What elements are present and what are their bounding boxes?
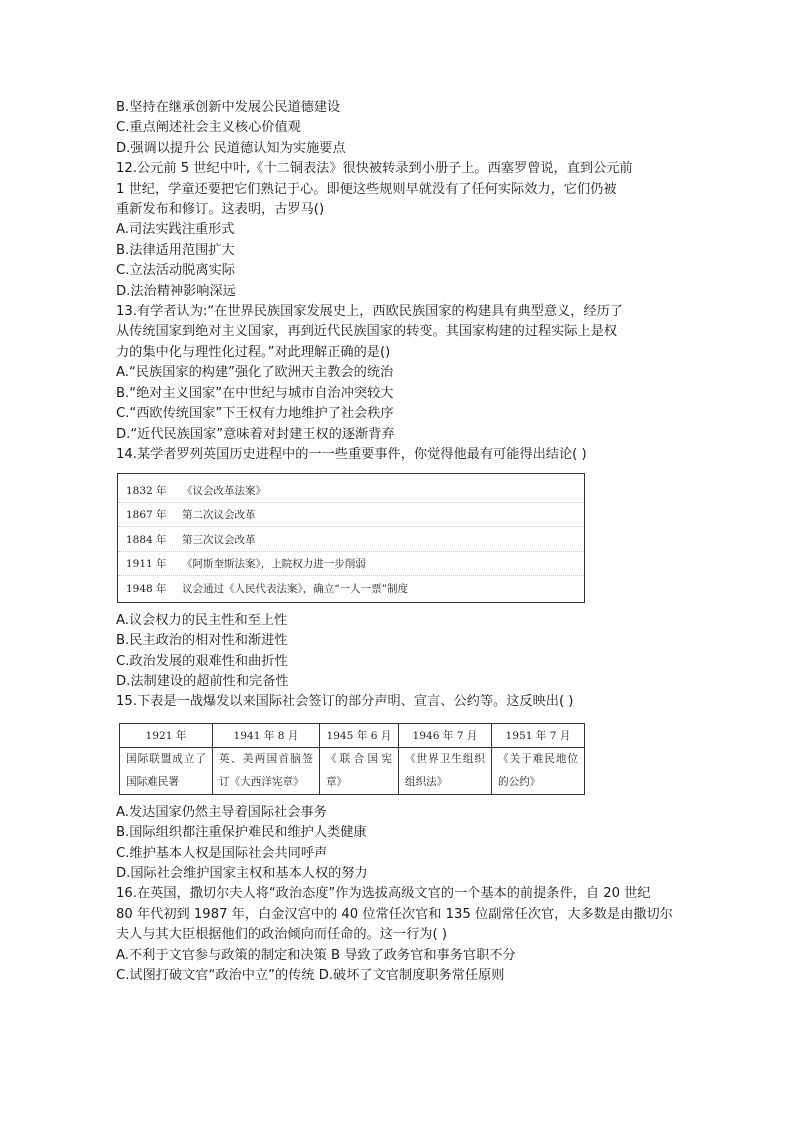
option-d: D.法治精神影响深远 <box>116 283 236 299</box>
question-stem-line: 80 年代初到 1987 年，白金汉宫中的 40 位常任次官和 135 位副常任次官，大多数是由撒切尔 <box>116 906 673 922</box>
option-c: C.政治发展的艰难性和曲折性 <box>116 653 288 669</box>
option-b: B.国际组织都注重保护难民和维护人类健康 <box>116 825 367 841</box>
question-12 <box>116 159 676 302</box>
question-13 <box>116 302 676 445</box>
event-year: 1832 年 <box>126 484 167 497</box>
table-header-row <box>120 723 585 747</box>
question-stem-line: 重新发布和修订。这表明，古罗马() <box>116 202 325 218</box>
event-description: 《议会改革法案》 <box>182 484 266 497</box>
exam-content <box>116 98 676 987</box>
question-stem-line: 1 世纪，学童还要把它们熟记于心。即便这些规则早就没有了任何实际效力，它们仍被 <box>116 181 617 197</box>
option-d: D.法制建设的超前性和完备性 <box>116 674 289 690</box>
option-b: B.民主政治的相对性和渐进性 <box>116 633 288 649</box>
option-a: A.司法实践注重形式 <box>116 222 235 238</box>
event-description: 《阿斯奎斯法案》，上院权力进一步削弱 <box>182 558 366 571</box>
event-year: 1948 年 <box>126 582 167 595</box>
table-row <box>118 552 584 577</box>
question-14 <box>116 445 676 693</box>
option-b: B.法律适用范围扩大 <box>116 242 235 258</box>
table-row <box>118 478 584 503</box>
international-documents-table <box>119 723 585 795</box>
option-d: D.强调以提升公 民道德认知为实施要点 <box>116 140 346 156</box>
question-stem-line: 力的集中化与理性化过程。”对此理解正确的是() <box>116 344 391 360</box>
option-a: A.发达国家仍然主导着国际社会事务 <box>116 804 327 820</box>
question-stem-line: 16.在英国，撒切尔夫人将“政治态度”作为选拔高级文官的一个基本的前提条件，自 20 世纪 <box>116 886 651 902</box>
event-description: 第二次议会改革 <box>182 509 256 522</box>
option-b: B.“绝对主义国家”在中世纪与城市自治冲突较大 <box>116 385 394 401</box>
table-row <box>118 527 584 552</box>
option-d: D.“近代民族国家”意味着对封建王权的逐渐背弃 <box>116 426 395 442</box>
event-description: 议会通过《人民代表法案》，确立“一人一票”制度 <box>182 582 408 595</box>
option-c: C.重点阐述社会主义核心价值观 <box>116 120 301 136</box>
option-c: C.“西欧传统国家”下王权有力地维护了社会秩序 <box>116 406 394 422</box>
event-year: 1867 年 <box>126 509 167 522</box>
table-cell: 英、美两国首脑签订《大西洋宪章》 <box>213 747 320 794</box>
event-year: 1911 年 <box>126 558 167 571</box>
option-a: A.议会权力的民主性和至上性 <box>116 612 288 628</box>
option-c: C.维护基本人权是国际社会共同呼声 <box>116 845 328 861</box>
option-a: A.“民族国家的构建”强化了欧洲天主教会的统治 <box>116 365 394 381</box>
q11-options <box>116 98 676 159</box>
question-stem-line: 15.下表是一战爆发以来国际社会签订的部分声明、宣言、公约等。这反映出( ) <box>116 694 574 710</box>
question-15 <box>116 692 676 884</box>
table-header-cell: 1951 年 7 月 <box>491 723 584 747</box>
option-d: D.国际社会维护国家主权和基本人权的努力 <box>116 866 368 882</box>
table-cell: 《世界卫生组织组织法》 <box>398 747 491 794</box>
table-header-cell: 1946 年 7 月 <box>398 723 491 747</box>
question-stem-line: 从传统国家到绝对主义国家，再到近代民族国家的转变。其国家构建的过程实际上是权 <box>116 324 618 340</box>
table-cell: 国际联盟成立了国际难民署 <box>120 747 213 794</box>
question-16 <box>116 884 676 986</box>
question-stem-line: 14.某学者罗列英国历史进程中的一一些重要事件，你觉得他最有可能得出结论( ) <box>116 446 587 462</box>
table-cell: 《联合国宪章》 <box>319 747 398 794</box>
table-row <box>120 747 585 794</box>
table-header-cell: 1945 年 6 月 <box>319 723 398 747</box>
uk-events-table <box>117 473 585 603</box>
question-stem-line: 12.公元前 5 世纪中叶,《十二铜表法》很快被转录到小册子上。西塞罗曾说，直到公元前 <box>116 161 633 177</box>
table-row <box>118 576 584 600</box>
event-description: 第三次议会改革 <box>182 533 256 546</box>
option-c: C.立法活动脱离实际 <box>116 263 235 279</box>
event-year: 1884 年 <box>126 533 167 546</box>
option-line-cd: C.试图打破文官“政治中立”的传统 D.破坏了文官制度职务常任原则 <box>116 968 505 984</box>
table-header-cell: 1921 年 <box>120 723 213 747</box>
table-row <box>118 503 584 528</box>
option-b: B.坚持在继承创新中发展公民道德建设 <box>116 100 341 115</box>
question-stem-line: 13.有学者认为:“在世界民族国家发展史上，西欧民族国家的构建具有典型意义，经历了 <box>116 304 623 320</box>
option-line-ab: A.不利于文官参与政策的制定和决策 B 导致了政务官和事务官职不分 <box>116 947 516 963</box>
table-cell: 《关于难民地位的公约》 <box>491 747 584 794</box>
table-header-cell: 1941 年 8 月 <box>213 723 320 747</box>
question-stem-line: 夫人与其大臣根据他们的政治倾向而任命的。这一行为( ) <box>116 927 447 943</box>
